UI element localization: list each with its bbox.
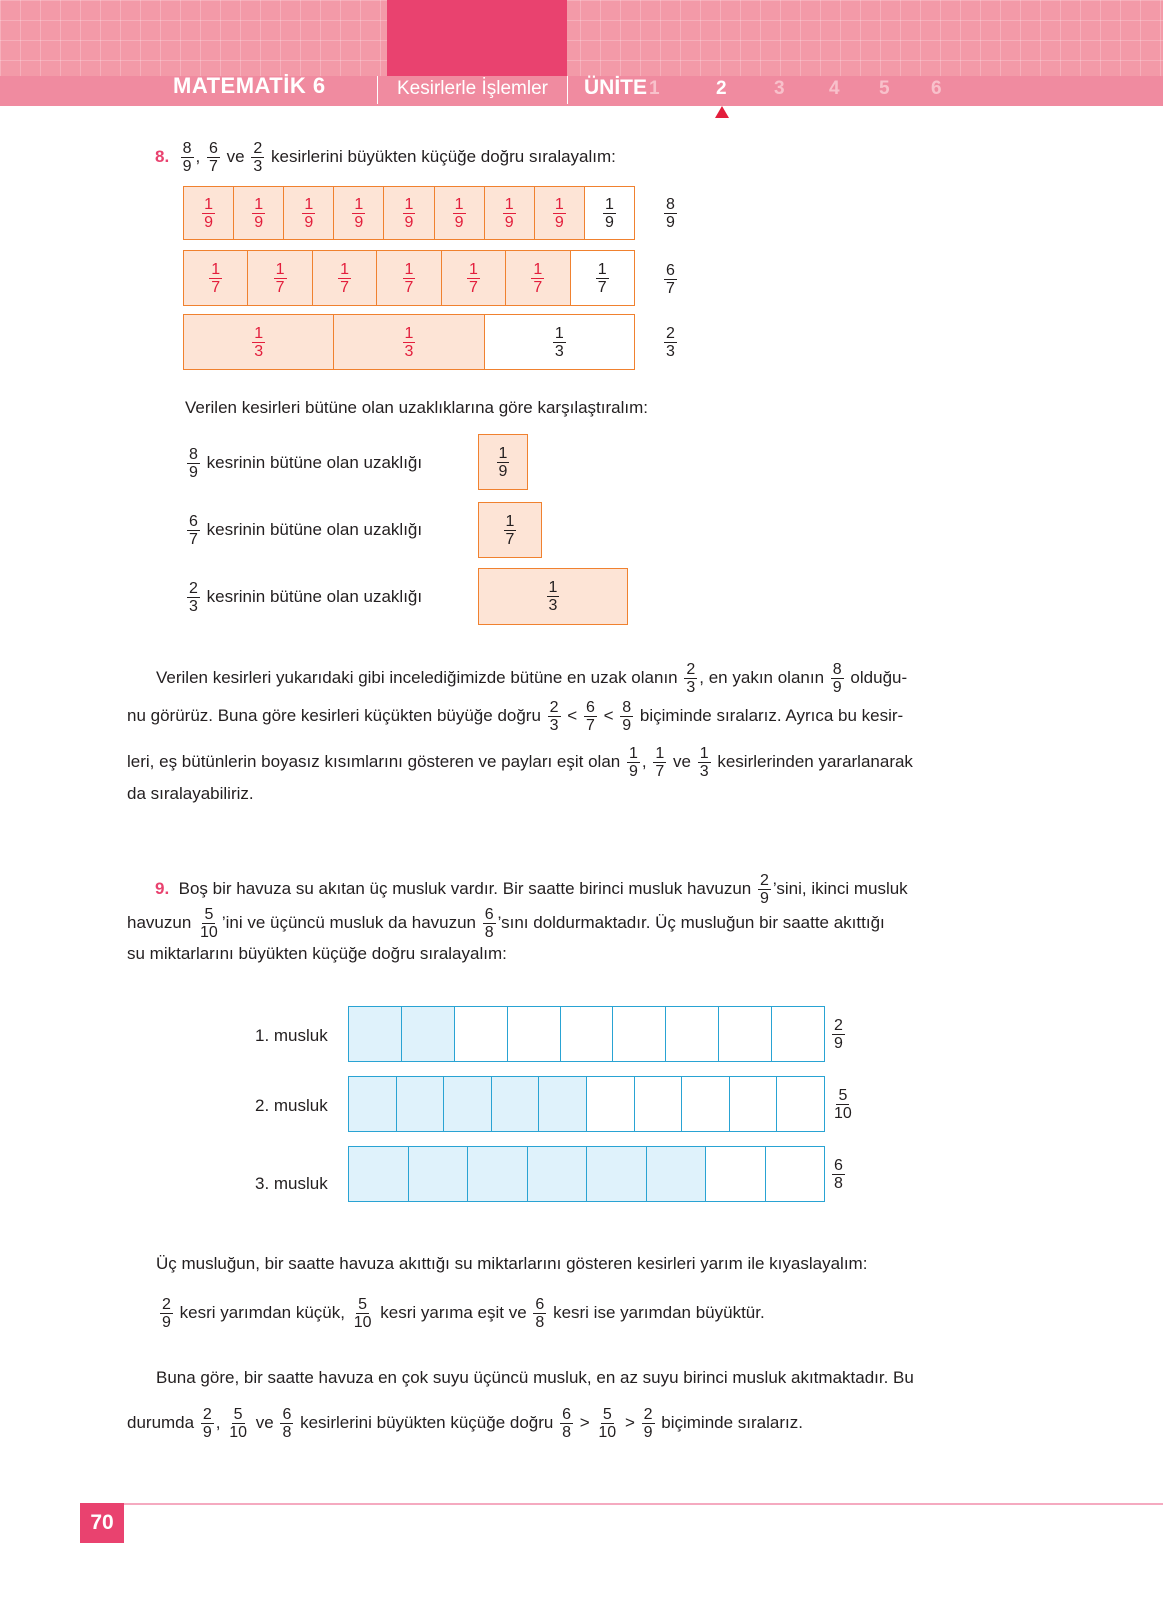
fraction-bar-ninths <box>183 186 635 240</box>
para-line-2: nu görürüz. Buna göre kesirleri küçükten büyüğe doğru $\frac{2}{3}$ < $\frac{6}{7}$ < $\frac{8}{9}$ biçiminde sıralarız. Ayrıca bu kesir- <box>127 699 904 734</box>
unit-number: 1 <box>649 78 660 99</box>
question-number: 8. <box>155 146 170 166</box>
bar-cell <box>539 1077 587 1131</box>
bar-label-8-9 <box>662 196 679 231</box>
tap-frac-2 <box>830 1087 856 1122</box>
fraction: $\frac{6}{7}$ <box>189 513 198 548</box>
compare-intro: Verilen kesirleri bütüne olan uzaklıklarına göre karşılaştıralım: <box>185 398 648 417</box>
distance-box-1-3 <box>478 568 628 625</box>
bar-cell <box>647 1147 707 1201</box>
fraction: $\frac{6}{8}$ <box>282 1406 292 1441</box>
fraction-bar-sevenths <box>183 250 635 306</box>
fraction: 1 7 <box>597 260 607 296</box>
bar-cell <box>397 1077 445 1131</box>
bar-cell <box>349 1147 409 1201</box>
fraction: 1 9 <box>454 195 464 231</box>
fraction: 1 9 <box>204 195 213 231</box>
unit-number-active: 2 <box>716 78 727 99</box>
bar-cell <box>248 251 312 305</box>
bar-cell <box>184 315 334 369</box>
fraction: $\frac{6}{8}$ <box>562 1406 571 1441</box>
fraction: 1 3 <box>404 324 414 360</box>
fraction: 1 7 <box>404 260 414 296</box>
fraction: $\frac{5}{10}$ <box>353 1296 372 1331</box>
bar-cell <box>334 315 484 369</box>
bar-cell <box>349 1077 397 1131</box>
fraction: $\frac{6}{7}$ <box>666 262 675 297</box>
fraction: $\frac{8}{9}$ <box>189 446 198 481</box>
page-number: 70 <box>80 1503 124 1543</box>
bar-label-6-7 <box>662 262 679 297</box>
tap-label-1: 1. musluk <box>255 1026 328 1045</box>
fraction: 1 7 <box>533 260 543 296</box>
fraction-2-3: $\frac{2}{3}$ <box>253 140 263 175</box>
fraction: $\frac{2}{3}$ <box>686 661 696 696</box>
fraction: 1 9 <box>604 195 614 231</box>
bar-cell <box>561 1007 614 1061</box>
bar-cell <box>435 187 485 239</box>
distance-box-1-7 <box>478 502 542 558</box>
question-9-line-3: su miktarlarını büyükten küçüğe doğru sıralayalım: <box>127 944 507 963</box>
bar-cell-empty <box>485 315 634 369</box>
bar-cell <box>587 1147 647 1201</box>
fraction: $\frac{8}{9}$ <box>832 661 842 696</box>
fraction: 1 7 <box>340 260 349 296</box>
distance-row-6-7: $\frac{6}{7}$ kesrinin bütüne olan uzaklığı <box>189 513 423 548</box>
topic-title: Kesirlerle İşlemler <box>397 78 548 99</box>
bar-cell <box>409 1147 469 1201</box>
tap-bar-1 <box>348 1006 825 1062</box>
fraction: 1 9 <box>498 444 508 480</box>
fraction: 1 7 <box>505 512 515 548</box>
bar-cell <box>184 251 248 305</box>
conclusion-line-2: durumda $\frac{2}{9}$ , $\frac{5}{10}$ ve $\frac{6}{8}$ kesirlerini büyükten küçüğe doğru $\frac{6}{8}$ > $\frac{5}{10}$ > $\frac{2}{9}$ biçiminde sıralarız. <box>127 1406 803 1441</box>
fraction: 1 9 <box>504 195 514 231</box>
tap-bar-2 <box>348 1076 825 1132</box>
header-divider <box>567 76 568 104</box>
conclusion-line-1: Buna göre, bir saatte havuza en çok suyu üçüncü musluk, en az suyu birinci musluk akıtmaktadır. Bu <box>156 1368 914 1387</box>
fraction: $\frac{2}{9}$ <box>759 872 769 907</box>
fraction-6-7: $\frac{6}{7}$ <box>209 140 218 175</box>
bar-cell <box>492 1077 540 1131</box>
bar-cell <box>184 187 234 239</box>
bar-cell <box>402 1007 455 1061</box>
fraction: $\frac{6}{8}$ <box>535 1296 545 1331</box>
distance-row-8-9: $\frac{8}{9}$ kesrinin bütüne olan uzaklığı <box>189 446 423 481</box>
para-line-3: leri, eş bütünlerin boyasız kısımlarını gösteren ve payları eşit olan $\frac{1}{9}$ , $\frac{1}{7}$ ve $\frac{1}{3}$ kesirlerinden yararlanarak <box>127 745 913 780</box>
bar-cell <box>455 1007 508 1061</box>
bar-cell <box>635 1077 683 1131</box>
fraction: $\frac{5}{10}$ <box>834 1087 852 1122</box>
tap-frac-3 <box>830 1157 847 1192</box>
bar-cell <box>506 251 570 305</box>
fraction: $\frac{6}{8}$ <box>834 1157 843 1192</box>
bar-cell <box>587 1077 635 1131</box>
bar-cell <box>766 1147 825 1201</box>
question-9-line-2: havuzun $\frac{5}{10}$ ’ini ve üçüncü musluk da havuzun $\frac{6}{8}$ ’sını doldurmaktadır. Üç musluğun bir saatte akıttığı <box>127 906 885 941</box>
fraction: $\frac{5}{10}$ <box>598 1406 617 1441</box>
question-9-line-1: 9. Boş bir havuza su akıtan üç musluk vardır. Bir saatte birinci musluk havuzun $\frac{2}{9}$ ’sini, ikinci musluk <box>155 872 908 907</box>
para-line-1: Verilen kesirleri yukarıdaki gibi incelediğimizde bütüne en uzak olanın $\frac{2}{3}$ , en yakın olanın $\frac{8}{9}$ olduğu- <box>156 661 908 696</box>
fraction: $\frac{6}{8}$ <box>484 906 494 941</box>
active-unit-marker <box>715 106 729 118</box>
fraction: $\frac{1}{7}$ <box>655 745 665 780</box>
unit-number: 4 <box>829 78 840 99</box>
bar-cell <box>442 251 506 305</box>
bar-cell <box>535 187 585 239</box>
fraction: $\frac{2}{9}$ <box>202 1406 212 1441</box>
fraction: $\frac{5}{10}$ <box>229 1406 248 1441</box>
fraction: 1 9 <box>304 195 314 231</box>
tap-frac-1 <box>830 1017 847 1052</box>
bar-cell <box>613 1007 666 1061</box>
fraction: $\frac{1}{9}$ <box>628 745 638 780</box>
bar-cell <box>666 1007 719 1061</box>
bar-cell <box>234 187 284 239</box>
bar-cell <box>528 1147 588 1201</box>
bar-label-2-3 <box>662 325 679 360</box>
bar-cell <box>772 1007 824 1061</box>
bar-cell <box>706 1147 766 1201</box>
bar-cell <box>384 187 434 239</box>
bar-cell <box>377 251 441 305</box>
bar-cell <box>682 1077 730 1131</box>
footer-rule <box>123 1503 1163 1505</box>
fraction: 1 7 <box>211 260 221 296</box>
bar-cell <box>777 1077 824 1131</box>
half-compare-line: $\frac{2}{9}$ kesri yarımdan küçük, $\frac{5}{10}$ kesri yarıma eşit ve $\frac{6}{8}$ kesri ise yarımdan büyüktür. <box>162 1296 765 1331</box>
bar-cell <box>313 251 377 305</box>
fraction: $\frac{2}{3}$ <box>549 699 559 734</box>
tap-label-2: 2. musluk <box>255 1096 328 1115</box>
fraction: $\frac{5}{10}$ <box>200 906 218 941</box>
fraction: 1 3 <box>254 324 264 360</box>
fraction: 1 9 <box>254 195 264 231</box>
unit-number: 5 <box>879 78 890 99</box>
bar-cell-empty <box>585 187 634 239</box>
bar-cell <box>730 1077 778 1131</box>
book-title: MATEMATİK 6 <box>173 73 326 98</box>
fraction: 1 9 <box>404 195 414 231</box>
fraction: 1 3 <box>554 324 564 360</box>
bar-cell <box>444 1077 492 1131</box>
fraction: $\frac{2}{9}$ <box>834 1017 843 1052</box>
fraction: $\frac{2}{3}$ <box>189 580 198 615</box>
fraction: $\frac{8}{9}$ <box>666 196 675 231</box>
fraction-8-9: $\frac{8}{9}$ <box>182 140 192 175</box>
distance-box-1-9 <box>478 434 528 490</box>
unit-number: 6 <box>931 78 942 99</box>
fraction-bar-thirds <box>183 314 635 370</box>
fraction: $\frac{8}{9}$ <box>622 699 632 734</box>
fraction: 1 7 <box>275 260 285 296</box>
half-intro: Üç musluğun, bir saatte havuza akıttığı su miktarlarını gösteren kesirleri yarım ile kıyaslayalım: <box>156 1254 868 1273</box>
bar-cell <box>468 1147 528 1201</box>
question-number: 9. <box>155 878 170 898</box>
fraction: $\frac{1}{3}$ <box>699 745 709 780</box>
question-8-line: 8. $\frac{8}{9}$ , $\frac{6}{7}$ ve $\frac{2}{3}$ kesirlerini büyükten küçüğe doğru sıralayalım: <box>155 140 616 175</box>
para-line-4: da sıralayabiliriz. <box>127 784 254 803</box>
tap-bar-3 <box>348 1146 825 1202</box>
unit-label: ÜNİTE <box>584 76 647 99</box>
bar-cell <box>719 1007 772 1061</box>
bar-cell <box>508 1007 561 1061</box>
fraction: $\frac{2}{9}$ <box>162 1296 171 1331</box>
bar-cell <box>349 1007 402 1061</box>
bar-cell <box>284 187 334 239</box>
distance-row-2-3: $\frac{2}{3}$ kesrinin bütüne olan uzaklığı <box>189 580 423 615</box>
bar-cell <box>485 187 535 239</box>
tap-label-3: 3. musluk <box>255 1174 328 1193</box>
fraction: 1 9 <box>354 195 364 231</box>
fraction: $\frac{6}{7}$ <box>585 699 595 734</box>
fraction: 1 7 <box>468 260 478 296</box>
header-divider <box>377 76 378 104</box>
fraction: 1 3 <box>548 579 558 614</box>
bar-cell-empty <box>571 251 634 305</box>
bar-cell <box>334 187 384 239</box>
fraction: $\frac{2}{9}$ <box>643 1406 653 1441</box>
fraction: 1 9 <box>554 195 564 231</box>
fraction: $\frac{2}{3}$ <box>666 325 675 360</box>
unit-number: 3 <box>774 78 785 99</box>
